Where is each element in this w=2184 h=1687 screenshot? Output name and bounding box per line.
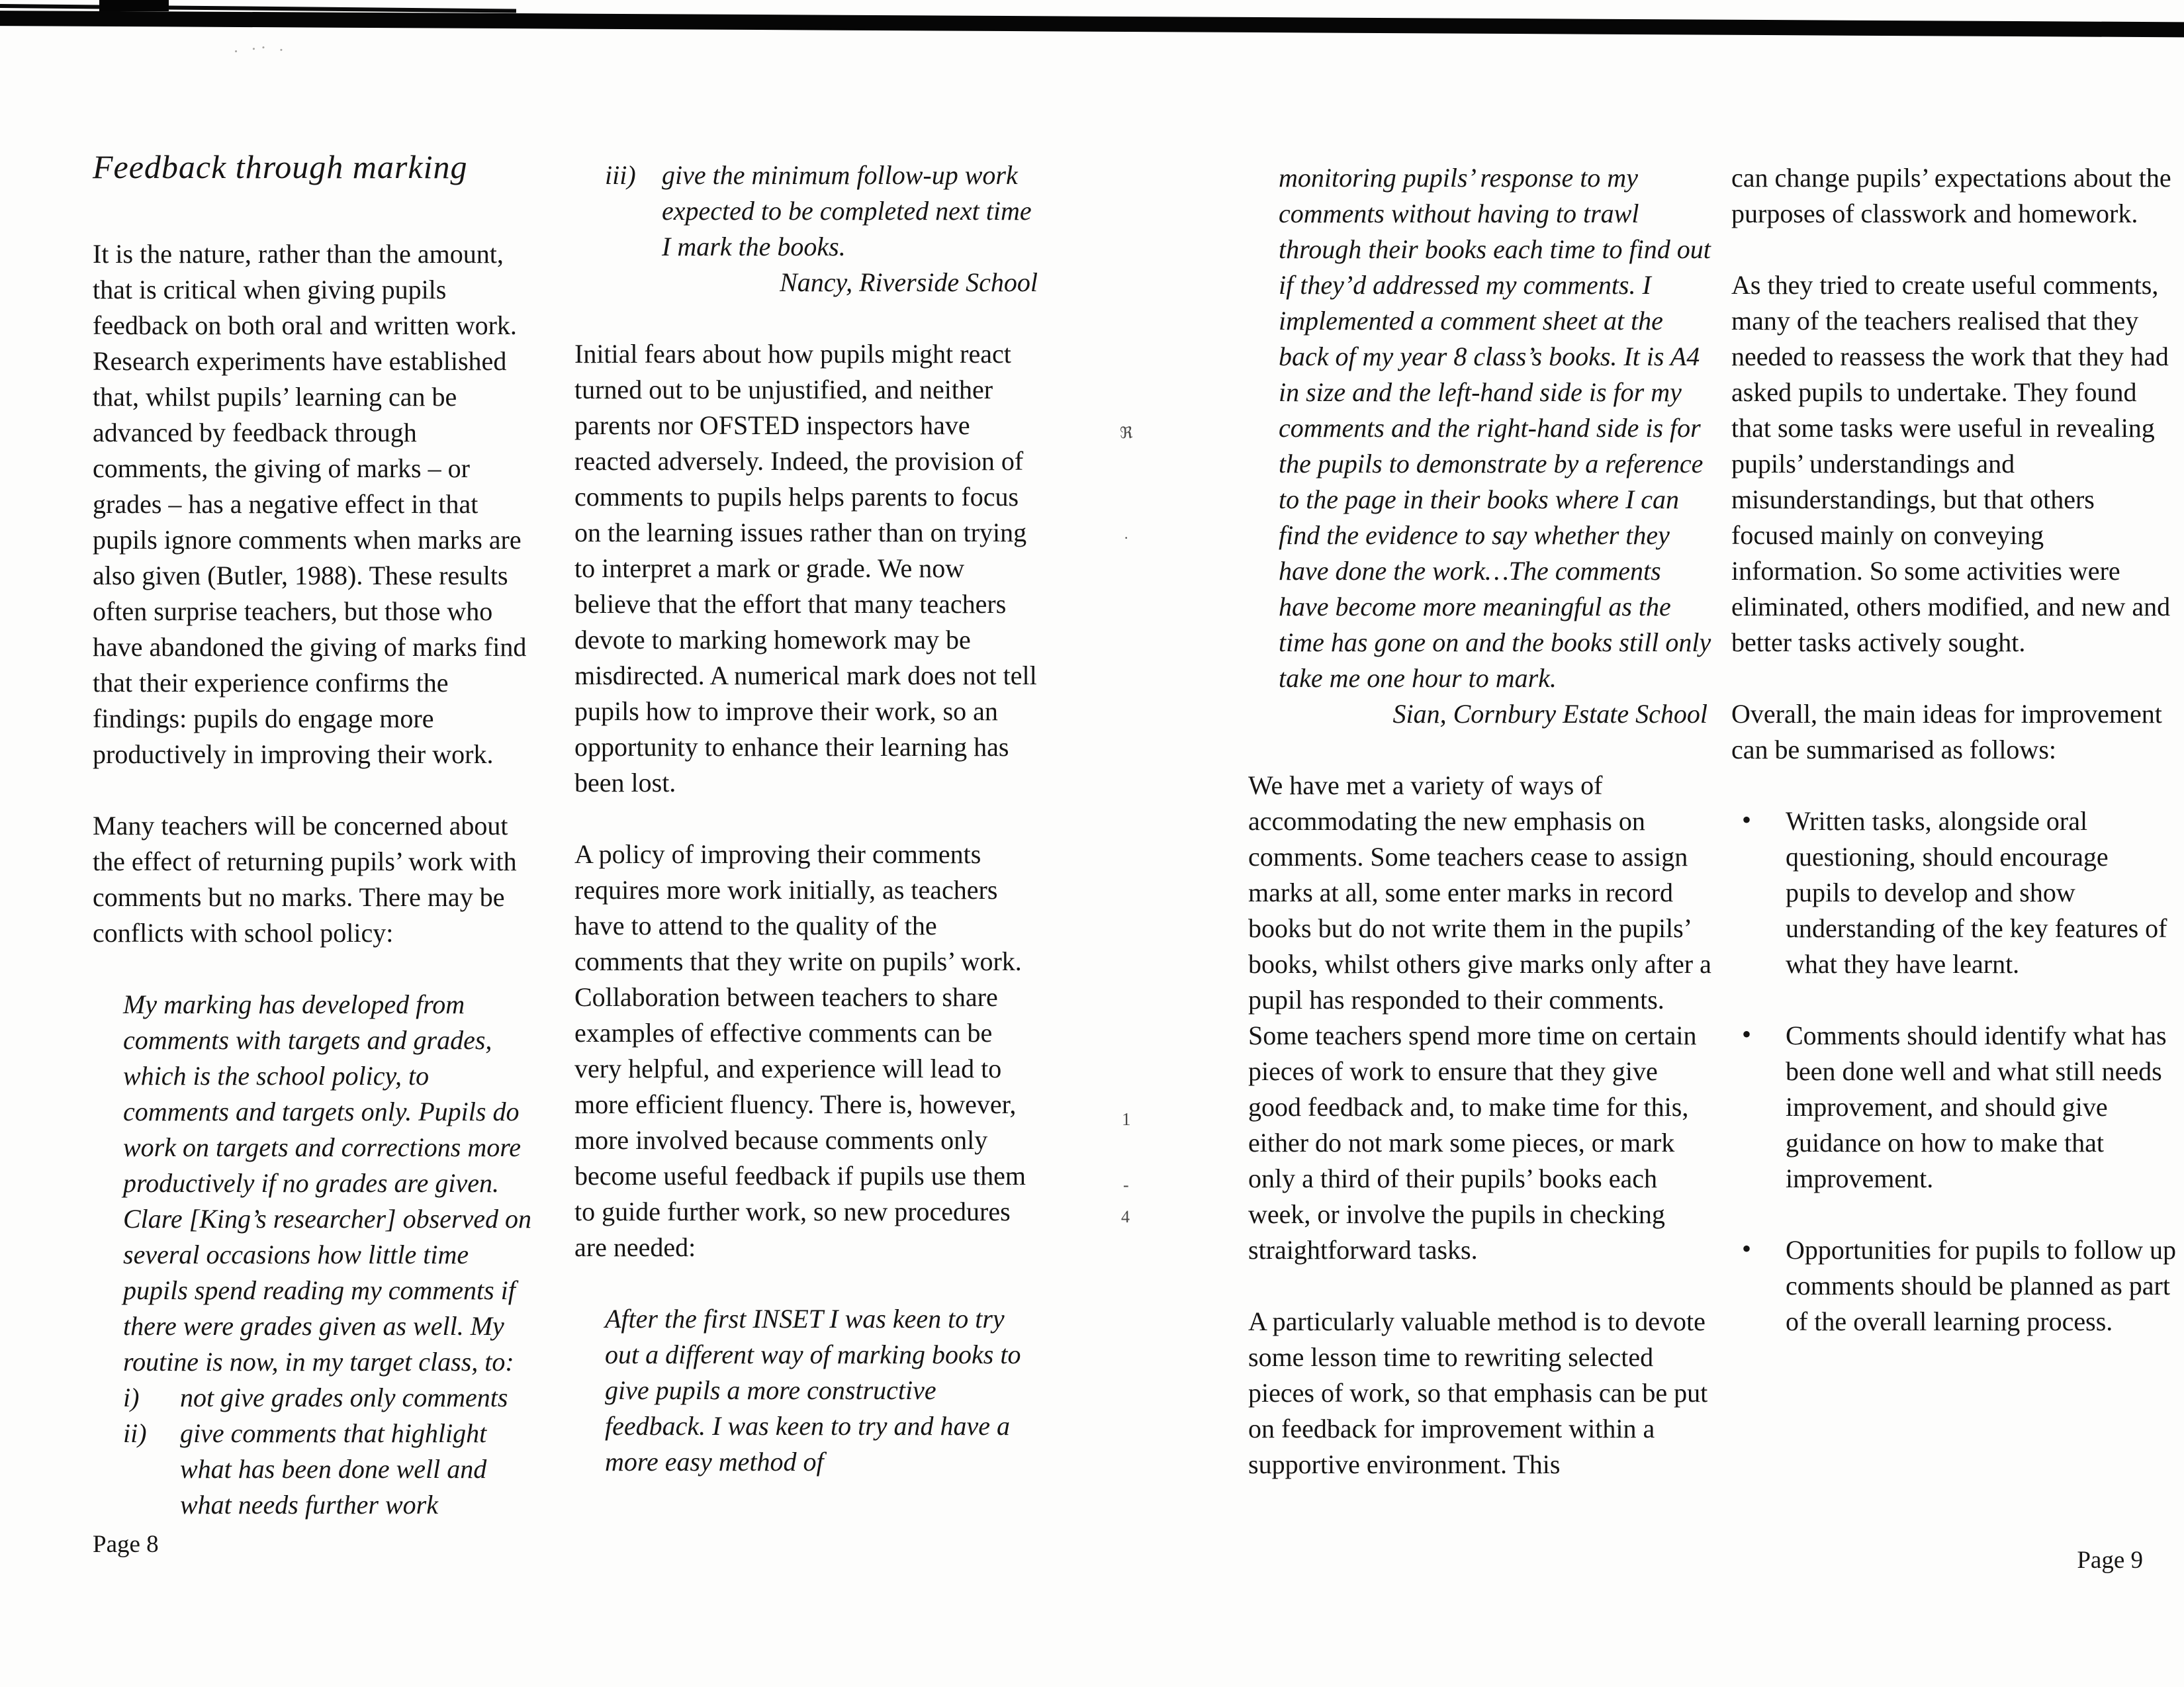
bullet-icon: •: [1742, 1234, 1752, 1263]
bullet-item: [1731, 1018, 2176, 1197]
list-marker: iii): [605, 160, 636, 190]
quote-list-item: [93, 1380, 537, 1416]
quote-list-item: [93, 1416, 537, 1523]
paragraph: Many teachers will be concerned about the effect of returning pupils’ work with comments but no marks. There may be conflicts with school policy:: [93, 811, 517, 948]
list-marker: ii): [123, 1418, 147, 1448]
list-item-text: not give grades only comments: [180, 1383, 508, 1412]
quote-paragraph: My marking has developed from comments with targets and grades, which is the school policy, to comments and targets only. Pupils do work on targets and corrections more productively if no grades are given. Clare [King’s researcher] observed on several occasions how little time pupils spend reading my comments if there were grades given as well. My routine is now, in my target class, to:: [123, 989, 531, 1377]
scan-artifact-smudge: · ·· .: [232, 34, 289, 62]
paragraph: Initial fears about how pupils might react turned out to be unjustified, and neither parents nor OFSTED inspectors have reacted adversely. Indeed, the provision of comments to pupils helps parents to focus on the learning issues rather than on trying to interpret a mark or grade. We now believe that the effort that many teachers devote to marking homework may be misdirected. A numerical mark does not tell pupils how to improve their work, so an opportunity to enhance their learning has been lost.: [574, 339, 1037, 798]
quote-paragraph: After the first INSET I was keen to try out a different way of marking books to give pupils a more constructive feedback. I was keen to try and have a more easy method of: [605, 1304, 1021, 1477]
bullet-text: Comments should identify what has been done well and what still needs improvement, and should give guidance on how to make that improvement.: [1786, 1021, 2167, 1193]
bullet-icon: •: [1742, 1019, 1752, 1049]
paragraph: can change pupils’ expectations about the purposes of classwork and homework.: [1731, 163, 2171, 228]
bullet-item: [1731, 803, 2176, 982]
scan-artifact-gutter-mark: 4: [1121, 1207, 1130, 1226]
bullet-icon: •: [1742, 805, 1752, 835]
scan-artifact-gutter-mark: 1: [1122, 1109, 1131, 1129]
scan-artifact-gutter-mark: ·: [1124, 529, 1129, 546]
paragraph: A policy of improving their comments requires more work initially, as teachers have to attend to the quality of the comments that they write on pupils’ work. Collaboration between teachers to share examples of effective comments can be very helpful, and experience will lead to more efficient fluency. There is, however, more involved because comments only become useful feedback if pupils use them to guide further work, so new procedures are needed:: [574, 839, 1026, 1262]
page8-right-column: [574, 158, 1042, 1480]
scan-artifact-top-blob: [99, 0, 169, 11]
scan-artifact-top-bar: [0, 11, 2184, 37]
bullet-item: [1731, 1232, 2176, 1340]
paragraph: Overall, the main ideas for improvement can be summarised as follows:: [1731, 699, 2162, 764]
page9-left-column: [1248, 160, 1711, 1482]
scan-artifact-gutter-mark: ℜ: [1120, 425, 1133, 442]
quote-attribution: Nancy, Riverside School: [780, 267, 1038, 297]
page9-right-column: [1731, 160, 2176, 1340]
scan-artifact-gutter-mark: -: [1123, 1175, 1129, 1195]
bullet-text: Written tasks, alongside oral questioning, should encourage pupils to develop and show understanding of the key features of what they have learnt.: [1786, 806, 2167, 979]
paragraph: As they tried to create useful comments, many of the teachers realised that they needed to reassess the work that they had asked pupils to undertake. They found that some tasks were useful in revealing pupils’ understandings and misunderstandings, but that others focused mainly on conveying information. So some activities were eliminated, others modified, and new and better tasks actively sought.: [1731, 270, 2171, 657]
paragraph: A particularly valuable method is to devote some lesson time to rewriting selected pieces of work, so that emphasis can be put on feedback for improvement within a supportive environment. This: [1248, 1306, 1708, 1479]
paragraph: It is the nature, rather than the amount, that is critical when giving pupils feedback on both oral and written work. Research experiments have established that, whilst pupils’ learning can be advanced by feedback through comments, the giving of marks – or grades – has a negative effect in that pupils ignore comments when marks are also given (Butler, 1988). These results often surprise teachers, but those who have abandoned the giving of marks find that their experience confirms the findings: pupils do engage more productively in improving their work.: [93, 239, 527, 769]
list-item-text: give the minimum follow-up work expected to be completed next time I mark the books.: [662, 160, 1032, 261]
page-footer-left: Page 8: [93, 1531, 159, 1558]
quote-paragraph: monitoring pupils’ response to my comments without having to trawl through their books each time to find out if they’d addressed my comments. I implemented a comment sheet at the back of my year 8 class’s books. It is A4 in size and the left-hand side is for my comments and the right-hand side is for the pupils to demonstrate by a reference to the page in their books where I can find the evidence to say whether they have done the work…The comments have become more meaningful as the time has gone on and the books still only take me one hour to mark.: [1279, 163, 1711, 693]
page-footer-right: Page 9: [2077, 1547, 2143, 1574]
page8-left-column: [93, 149, 537, 1523]
quote-list-item: [574, 158, 1042, 265]
bullet-text: Opportunities for pupils to follow up comments should be planned as part of the overall learning process.: [1786, 1235, 2176, 1336]
list-marker: i): [123, 1383, 140, 1412]
quote-attribution: Sian, Cornbury Estate School: [1392, 699, 1707, 729]
paragraph: We have met a variety of ways of accommodating the new emphasis on comments. Some teachers cease to assign marks at all, some enter marks in record books but do not write them in the pupils’ books, whilst others give marks only after a pupil has responded to their comments. Some teachers spend more time on certain pieces of work to ensure that they give good feedback and, to make time for this, either do not mark some pieces, or mark only a third of their pupils’ books each week, or involve the pupils in checking straightforward tasks.: [1248, 770, 1711, 1265]
article-title: Feedback through marking: [93, 148, 468, 185]
list-item-text: give comments that highlight what has been done well and what needs further work: [180, 1418, 487, 1520]
